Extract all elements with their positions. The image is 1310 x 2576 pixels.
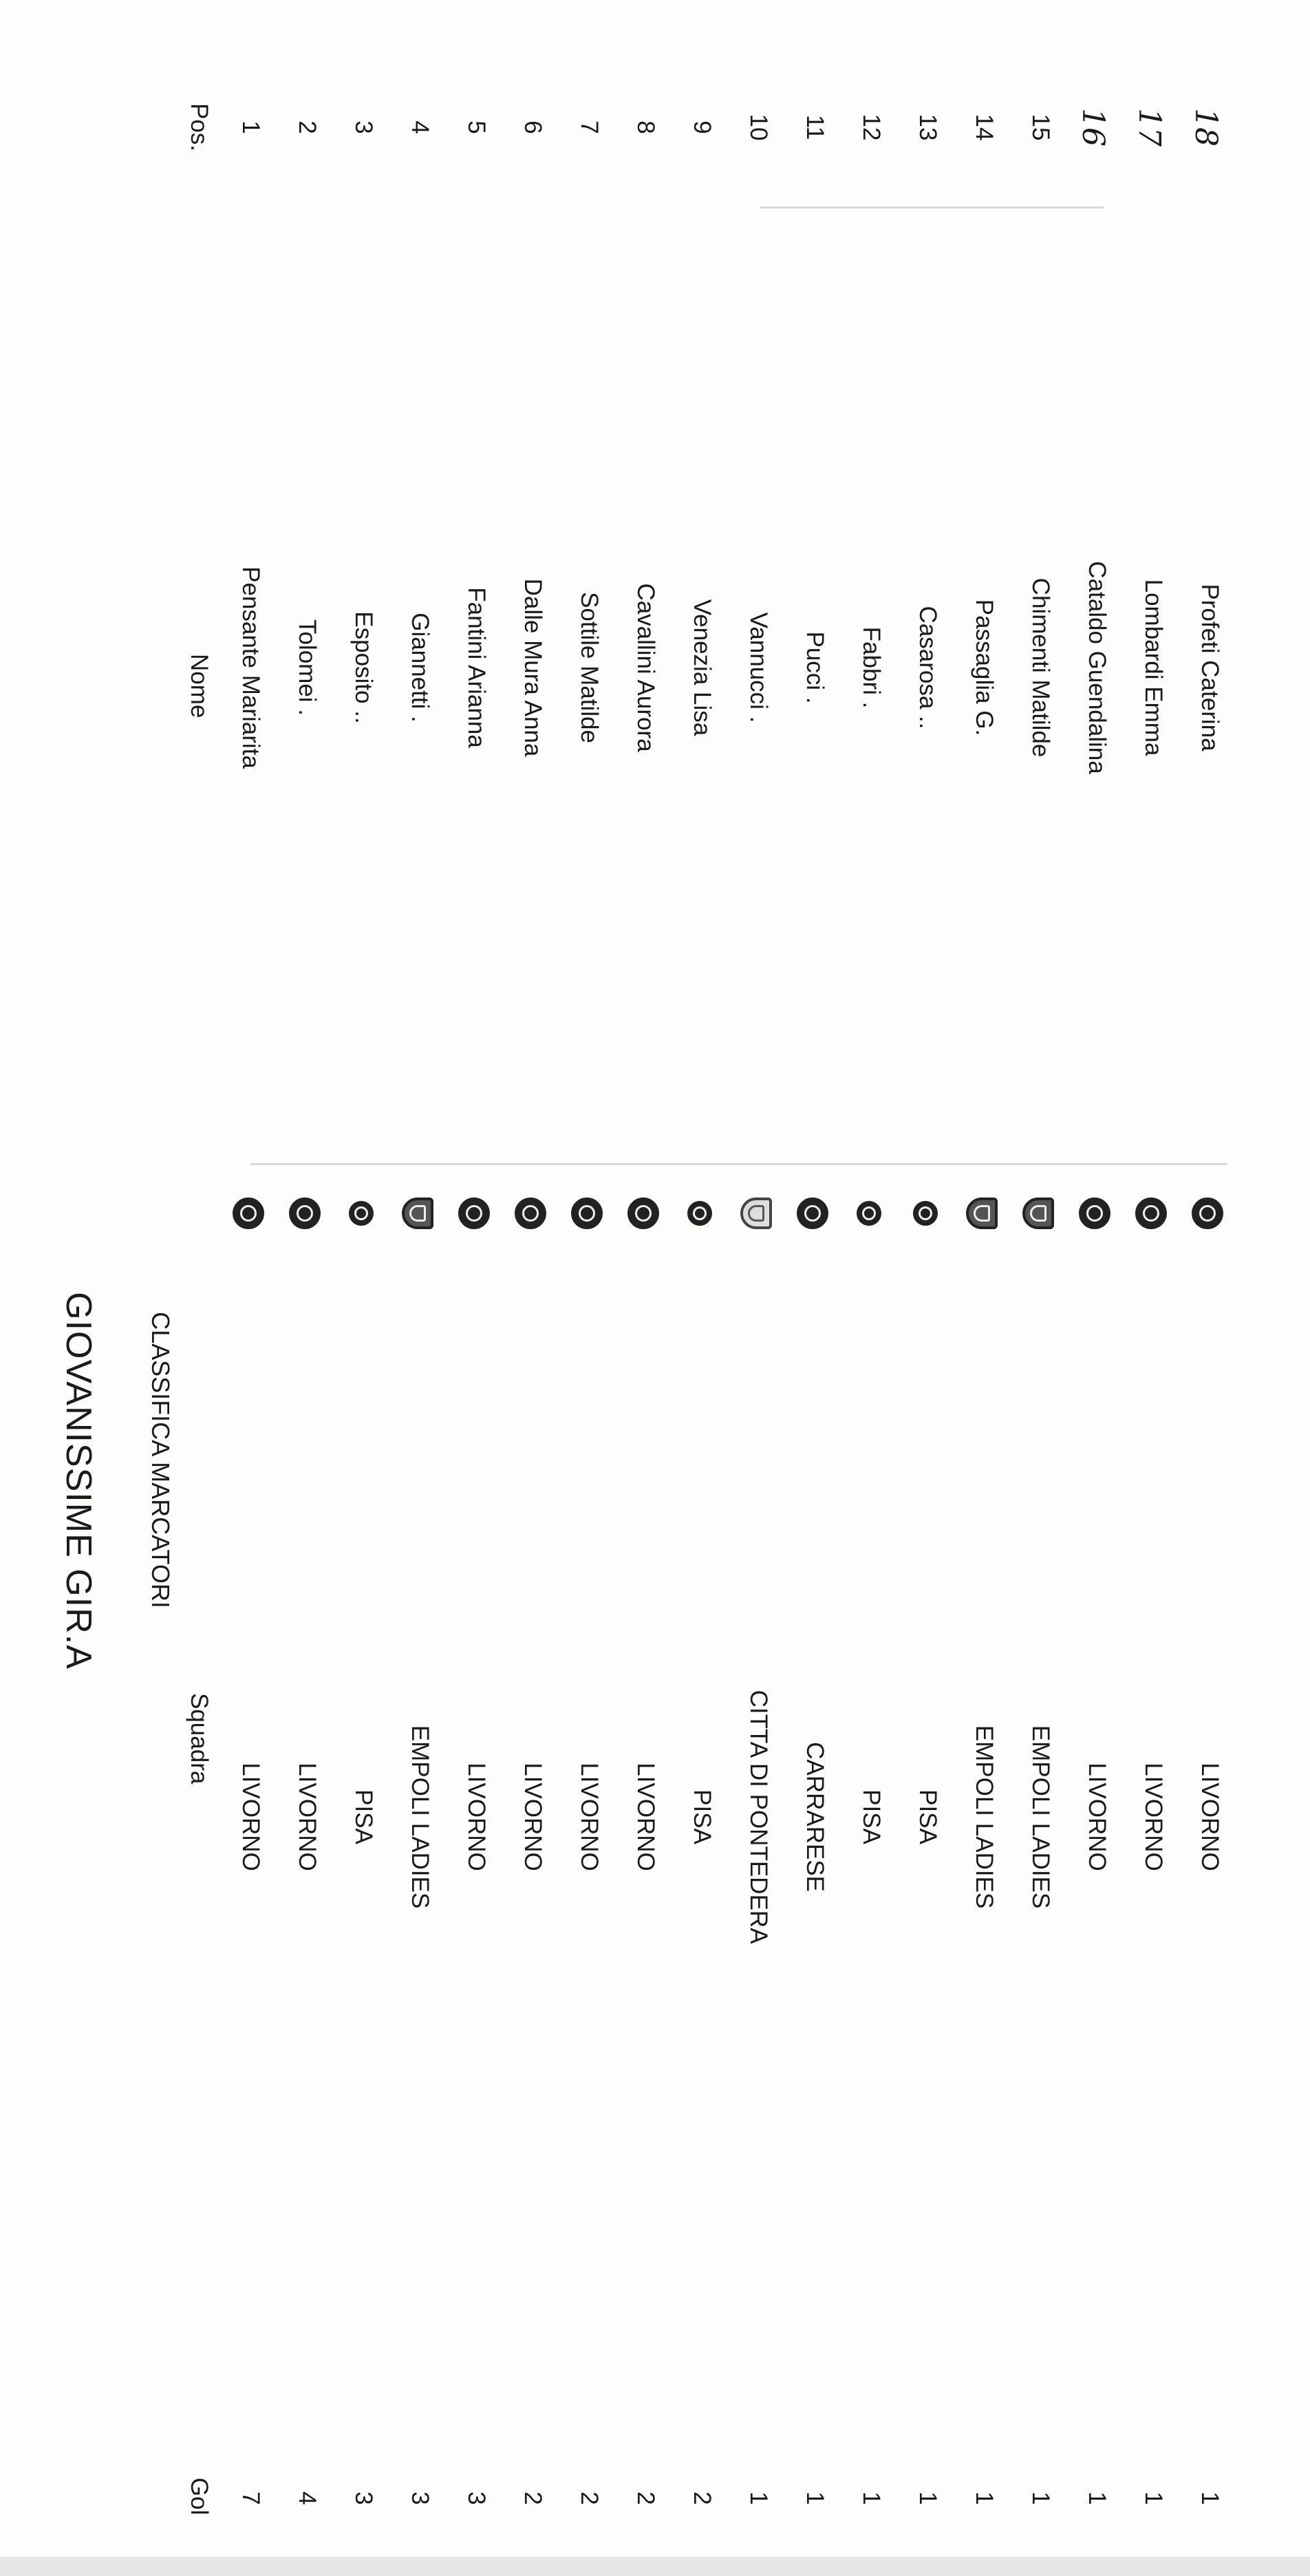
livorno-crest-icon bbox=[289, 1197, 321, 1229]
row-nome: Sottile Matilde bbox=[576, 592, 603, 743]
row-logo bbox=[618, 1197, 659, 1239]
table-row bbox=[491, 0, 546, 2576]
row-gol: 1 bbox=[1027, 2491, 1054, 2505]
row-logo bbox=[1013, 1197, 1054, 1239]
row-squadra: LIVORNO bbox=[237, 1763, 264, 1871]
row-pos: 5 bbox=[463, 120, 490, 134]
row-squadra: PISA bbox=[858, 1789, 885, 1844]
row-gol: 2 bbox=[576, 2491, 603, 2505]
empoli-shield-icon bbox=[1022, 1197, 1054, 1229]
row-logo bbox=[1069, 1197, 1110, 1239]
livorno-crest-icon bbox=[233, 1197, 264, 1229]
table-row bbox=[773, 0, 828, 2576]
table-row bbox=[1112, 0, 1167, 2576]
row-logo bbox=[279, 1197, 321, 1239]
row-gol: 2 bbox=[632, 2491, 659, 2505]
row-nome: Fabbri . bbox=[858, 626, 885, 709]
row-gol: 2 bbox=[689, 2491, 716, 2505]
row-pos: 17 bbox=[1132, 108, 1167, 147]
row-nome: Casarosa .. bbox=[914, 606, 941, 730]
carrarese-crest-icon bbox=[797, 1197, 828, 1229]
row-nome: Giannetti . bbox=[407, 613, 433, 723]
row-logo bbox=[731, 1197, 772, 1239]
row-pos: 13 bbox=[914, 114, 941, 141]
table-row bbox=[548, 0, 603, 2576]
row-logo bbox=[449, 1197, 490, 1239]
row-squadra: LIVORNO bbox=[519, 1763, 546, 1871]
row-squadra: LIVORNO bbox=[1140, 1763, 1167, 1871]
scan-edge bbox=[0, 2557, 1310, 2576]
header-gol: Gol bbox=[186, 2478, 213, 2515]
row-gol: 3 bbox=[350, 2491, 377, 2505]
table-row bbox=[830, 0, 885, 2576]
row-pos: 8 bbox=[632, 120, 659, 134]
row-nome: Pucci . bbox=[802, 631, 828, 704]
row-logo bbox=[956, 1197, 998, 1239]
table-row bbox=[717, 0, 772, 2576]
row-squadra: LIVORNO bbox=[463, 1763, 490, 1871]
row-squadra: EMPOLI LADIES bbox=[407, 1725, 433, 1909]
row-squadra: LIVORNO bbox=[632, 1763, 659, 1871]
row-squadra: LIVORNO bbox=[576, 1763, 603, 1871]
livorno-crest-icon bbox=[515, 1197, 546, 1229]
row-logo bbox=[392, 1197, 433, 1239]
livorno-crest-icon bbox=[571, 1197, 603, 1229]
row-pos: 12 bbox=[858, 114, 885, 141]
pisa-crest-icon bbox=[913, 1201, 938, 1226]
row-pos: 7 bbox=[576, 120, 603, 134]
row-logo bbox=[223, 1197, 264, 1239]
row-nome: Vannucci . bbox=[745, 612, 772, 723]
table-row bbox=[378, 0, 433, 2576]
table-row bbox=[886, 0, 941, 2576]
row-squadra: PISA bbox=[914, 1789, 941, 1844]
row-gol: 4 bbox=[294, 2491, 321, 2505]
row-logo bbox=[505, 1197, 546, 1239]
row-nome: Venezia Lisa bbox=[689, 599, 716, 736]
row-logo bbox=[336, 1197, 377, 1239]
row-squadra: CARRARESE bbox=[802, 1742, 828, 1892]
row-gol: 2 bbox=[519, 2491, 546, 2505]
row-pos: 14 bbox=[971, 114, 998, 141]
row-gol: 1 bbox=[1084, 2491, 1110, 2505]
document-title: GIOVANISSIME GIR.A bbox=[58, 1292, 98, 1670]
table-row bbox=[266, 0, 321, 2576]
table-row bbox=[209, 0, 264, 2576]
table-row bbox=[1055, 0, 1110, 2576]
row-nome: Dalle Mura Anna bbox=[519, 578, 546, 757]
row-squadra: LIVORNO bbox=[1196, 1763, 1223, 1871]
row-logo bbox=[844, 1197, 885, 1239]
row-pos: 15 bbox=[1027, 114, 1054, 141]
document-subtitle: CLASSIFICA MARCATORI bbox=[147, 1312, 175, 1608]
row-pos: 4 bbox=[407, 120, 433, 134]
livorno-crest-icon bbox=[627, 1197, 659, 1229]
table-row bbox=[943, 0, 998, 2576]
header-nome: Nome bbox=[186, 654, 213, 718]
row-gol: 1 bbox=[858, 2491, 885, 2505]
header-pos: Pos. bbox=[186, 103, 213, 152]
row-gol: 1 bbox=[1140, 2491, 1167, 2505]
table-row bbox=[322, 0, 377, 2576]
row-nome: Tolomei . bbox=[294, 619, 321, 716]
row-pos: 11 bbox=[802, 114, 828, 140]
row-logo bbox=[1126, 1197, 1167, 1239]
row-pos: 3 bbox=[350, 120, 377, 134]
livorno-crest-icon bbox=[1135, 1197, 1167, 1229]
row-gol: 7 bbox=[237, 2491, 264, 2505]
row-gol: 1 bbox=[971, 2491, 998, 2505]
table-row bbox=[661, 0, 716, 2576]
pontedera-shield-icon bbox=[740, 1197, 772, 1229]
row-squadra: PISA bbox=[350, 1789, 377, 1844]
row-squadra: PISA bbox=[689, 1789, 716, 1844]
row-gol: 1 bbox=[1196, 2491, 1223, 2505]
livorno-crest-icon bbox=[1192, 1197, 1223, 1229]
table-row bbox=[999, 0, 1054, 2576]
pisa-crest-icon bbox=[857, 1201, 881, 1226]
row-pos: 2 bbox=[294, 120, 321, 134]
table-row bbox=[435, 0, 490, 2576]
table-row bbox=[1168, 0, 1223, 2576]
faint-fold-line bbox=[250, 1163, 1227, 1165]
row-logo bbox=[787, 1197, 828, 1239]
row-gol: 1 bbox=[914, 2491, 941, 2505]
row-nome: Profeti Caterina bbox=[1196, 584, 1223, 752]
row-nome: Lombardi Emma bbox=[1140, 579, 1167, 756]
row-nome: Cataldo Guendalina bbox=[1084, 561, 1110, 774]
row-logo bbox=[1182, 1197, 1223, 1239]
row-logo bbox=[561, 1197, 603, 1239]
row-pos: 1 bbox=[237, 120, 264, 134]
row-pos: 6 bbox=[519, 120, 546, 134]
row-nome: Fantini Arianna bbox=[463, 587, 490, 748]
livorno-crest-icon bbox=[458, 1197, 490, 1229]
empoli-shield-icon bbox=[402, 1197, 433, 1229]
row-squadra: EMPOLI LADIES bbox=[971, 1725, 998, 1909]
empoli-shield-icon bbox=[966, 1197, 998, 1229]
header-squadra: Squadra bbox=[186, 1693, 213, 1785]
row-gol: 1 bbox=[802, 2491, 828, 2505]
row-pos: 16 bbox=[1075, 108, 1110, 147]
row-nome: Chimenti Matilde bbox=[1027, 577, 1054, 758]
row-squadra: EMPOLI LADIES bbox=[1027, 1725, 1054, 1909]
row-gol: 3 bbox=[463, 2491, 490, 2505]
row-squadra: LIVORNO bbox=[294, 1763, 321, 1871]
row-pos: 9 bbox=[689, 120, 716, 134]
row-nome: Pensante Mariarita bbox=[237, 566, 264, 769]
row-squadra: LIVORNO bbox=[1084, 1763, 1110, 1871]
row-nome: Esposito .. bbox=[350, 611, 377, 724]
livorno-crest-icon bbox=[1079, 1197, 1110, 1229]
row-gol: 3 bbox=[407, 2491, 433, 2505]
row-nome: Passaglia G. bbox=[971, 599, 998, 736]
row-nome: Cavallini Aurora bbox=[632, 583, 659, 752]
row-pos: 18 bbox=[1188, 108, 1223, 147]
pisa-crest-icon bbox=[687, 1201, 712, 1226]
row-gol: 1 bbox=[745, 2491, 772, 2505]
row-logo bbox=[900, 1197, 941, 1239]
table-row bbox=[604, 0, 659, 2576]
pisa-crest-icon bbox=[349, 1201, 374, 1226]
row-pos: 10 bbox=[745, 114, 772, 141]
faint-fold-line bbox=[760, 206, 1104, 209]
row-squadra: CITTA DI PONTEDERA bbox=[745, 1690, 772, 1944]
row-logo bbox=[674, 1197, 716, 1239]
